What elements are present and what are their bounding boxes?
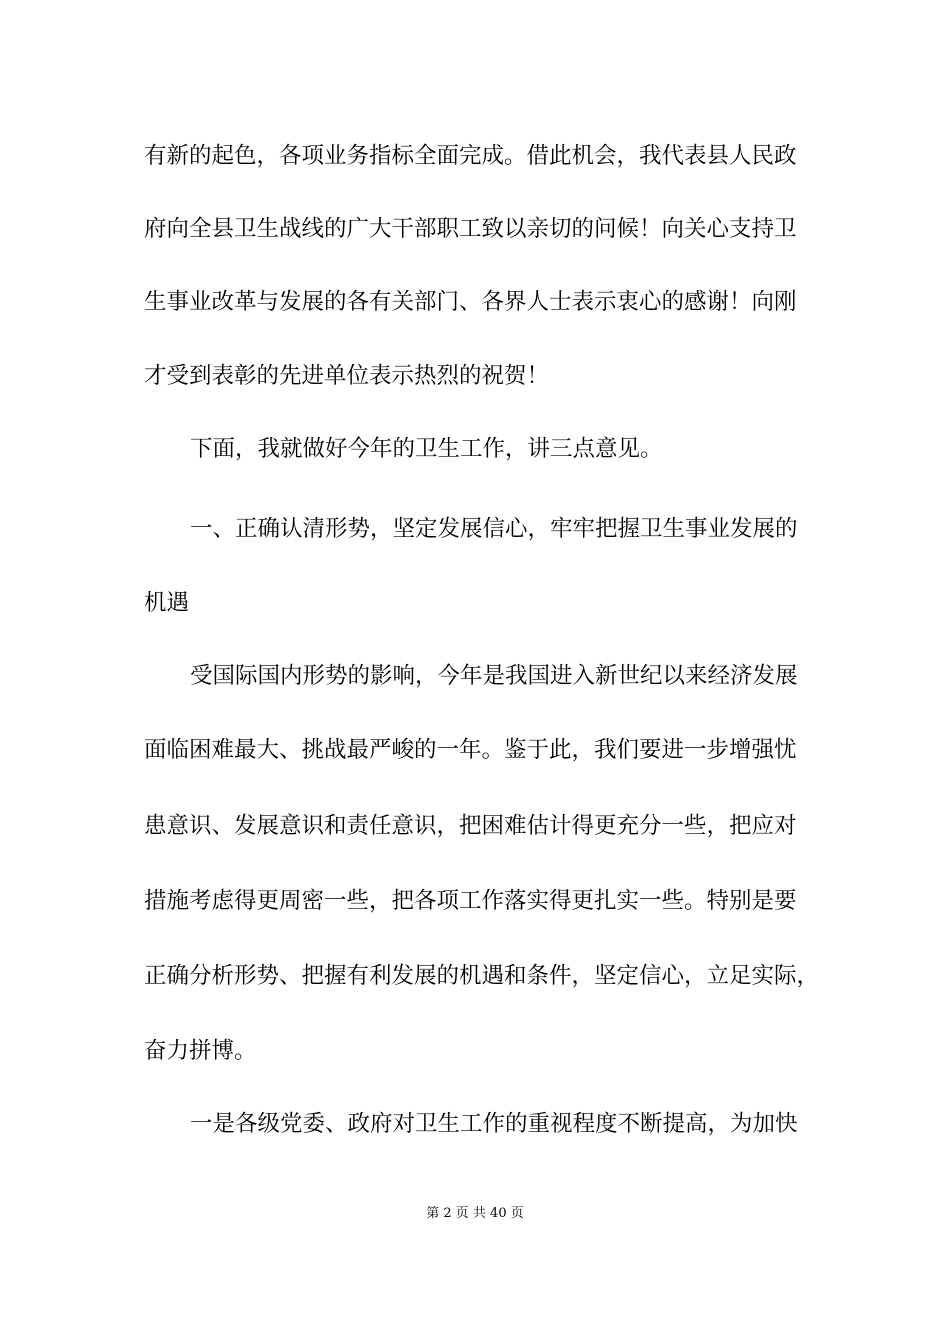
text-line: 面临困难最大、挑战最严峻的一年。鉴于此，我们要进一步增强忧	[144, 737, 797, 763]
text-line: 生事业改革与发展的各有关部门、各界人士表示衷心的感谢！向刚	[144, 289, 797, 315]
text-line: 受国际国内形势的影响，今年是我国进入新世纪以来经济发展	[190, 663, 798, 689]
text-line: 患意识、发展意识和责任意识，把困难估计得更充分一些，把应对	[144, 813, 797, 839]
page-number-footer: 第 2 页 共 40 页	[426, 1206, 524, 1221]
section-heading-continued: 机遇	[144, 590, 190, 616]
text-line: 正确分析形势、把握有利发展的机遇和条件，坚定信心，立足实际，	[144, 963, 820, 989]
section-heading: 一、正确认清形势，坚定发展信心，牢牢把握卫生事业发展的	[190, 516, 798, 542]
text-line: 下面，我就做好今年的卫生工作，讲三点意见。	[190, 436, 663, 462]
text-line: 府向全县卫生战线的广大干部职工致以亲切的问候！向关心支持卫	[144, 216, 797, 242]
text-line: 奋力拼博。	[144, 1038, 257, 1064]
text-line: 一是各级党委、政府对卫生工作的重视程度不断提高，为加快	[190, 1111, 798, 1137]
text-line: 才受到表彰的先进单位表示热烈的祝贺！	[144, 363, 550, 389]
text-line: 措施考虑得更周密一些，把各项工作落实得更扎实一些。特别是要	[144, 888, 797, 914]
text-line: 有新的起色，各项业务指标全面完成。借此机会，我代表县人民政	[144, 143, 797, 169]
